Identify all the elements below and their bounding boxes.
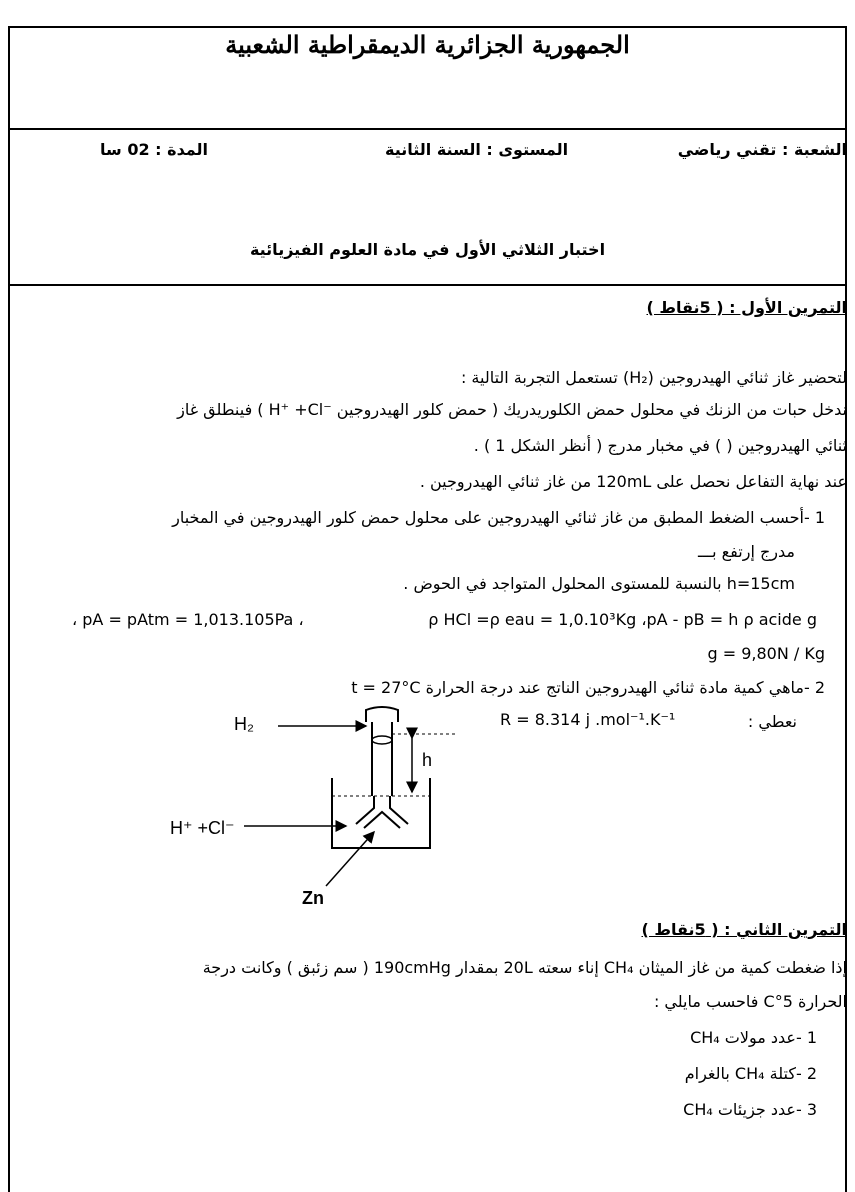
level-label: المستوى : السنة الثانية: [385, 140, 569, 159]
exercise1-p1: ندخل حبات من الزنك في محلول حمض الكلوريدريك ( حمض كلور الهيدروجين ‎H⁺ +Cl⁻‎ ) فينطلق غاز: [177, 400, 847, 419]
exercise2-item-1: 1 -عدد مولات CH₄: [690, 1028, 817, 1047]
branch-label: الشعبة : تقني رياضي: [677, 140, 847, 159]
question1-line1: 1 -أحسب الضغط المطبق من غاز ثنائي الهيدروجين على محلول حمض كلور الهيدروجين في المخبار: [172, 508, 825, 527]
exercise1-p2: ثنائي الهيدروجين ( ) في مخبار مدرج ( أنظر الشكل 1 ) .: [473, 436, 847, 455]
exercise2-item-3: 3 -عدد جزيئات CH₄: [683, 1100, 817, 1119]
h2-label: H₂: [234, 714, 254, 734]
formula-gravity: g = 9,80N / Kg: [707, 644, 825, 663]
question2: 2 -ماهي كمية مادة ثنائي الهيدروجين الناتج عند درجة الحرارة t = 27°C: [351, 678, 825, 697]
exercise2-p2: الحرارة 5°C فاحسب مايلي :: [653, 992, 847, 1011]
zinc-label: Zn: [302, 888, 324, 908]
funnel: [356, 796, 408, 824]
given-label: نعطي :: [747, 712, 797, 731]
zinc-arrow: [326, 832, 374, 886]
zinc-grains: [364, 812, 400, 828]
exercise1-title: التمرين الأول : ( 5نقاط ): [646, 298, 847, 317]
formula-density: ρ HCl =ρ eau = 1,0.10³Kg ،pA - pB = h ρ acide g: [428, 610, 817, 629]
exam-title: اختبار الثلاثي الأول في مادة العلوم الفيزيائية: [249, 240, 606, 259]
graduated-tube: [372, 722, 392, 796]
exercise1-intro: لتحضير غاز ثنائي الهيدروجين (H₂) تستعمل التجربة التالية :: [460, 368, 847, 387]
gas-level: [372, 736, 392, 744]
exercise2-p1: إذا ضغطت كمية من غاز الميثان CH₄ إناء سعته 20L بمقدار 190cmHg ( سم زئبق ) وكانت درجة: [202, 958, 847, 977]
exercise2-item-2: 2 -كتلة CH₄ بالغرام: [684, 1064, 817, 1083]
exercise1-p3: عند نهاية التفاعل نحصل على 120mL من غاز ثنائي الهيدروجين .: [419, 472, 847, 491]
republic-title: الجمهورية الجزائرية الديمقراطية الشعبية: [225, 30, 630, 59]
gas-constant: R = 8.314 j .mol⁻¹.K⁻¹: [500, 710, 676, 729]
duration-label: المدة : 02 سا: [100, 140, 209, 159]
header-divider: [8, 128, 847, 130]
apparatus-figure: [160, 700, 480, 915]
section-divider: [8, 284, 847, 286]
question1-line3: h=15cm بالنسبة للمستوى المحلول المتواجد في الحوض .: [403, 574, 795, 593]
formula-pressure: ، pA = pAtm = 1,013.105Pa ،: [72, 610, 304, 629]
exercise2-title: التمرين الثاني : ( 5نقاط ): [641, 920, 847, 939]
height-label: h: [422, 750, 433, 770]
tube-top: [366, 707, 398, 722]
acid-label: H⁺ +Cl⁻: [170, 818, 235, 838]
question1-line2: مدرج إرتفع بـــ: [698, 542, 795, 561]
